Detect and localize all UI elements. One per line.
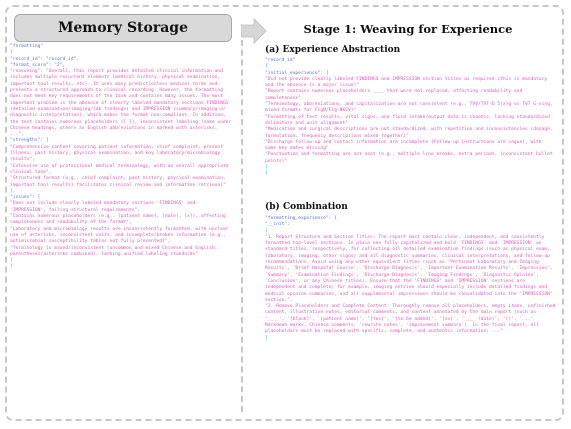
json-line: { bbox=[265, 64, 268, 70]
panel-divider bbox=[241, 30, 243, 412]
json-line: { bbox=[10, 50, 13, 56]
json-line: "Does not include clearly labeled mandatory sections 'FINDINGS' and 'IMPRESSION', failing structural requirements", bbox=[10, 201, 199, 213]
json-line: "Laboratory and microbiology results are inconsistently formatted, with unclear use of asterisks, inconsistent units, and incomplete/broken information (e.g., antimicrobial susceptibility tables not fully presented)", bbox=[10, 226, 232, 245]
memory-storage-json bbox=[10, 44, 235, 271]
json-line: "reasoning": "Overall, this report provides detailed clinical information and includes multiple recurrent elements (medical history, physical examination, important tool results, etc). It uses many predictionless medical terms and presents a structured approach to clinical recording. However, the formatting does not meet key requirements of the task and contains many issues. The most important problem is the absence of clearly labeled mandatory sections FINDINGS (detailed examination/imaging/lab findings) and IMPRESSION (summary/imaging or diagnostic interpretation), which makes the format non-compliant. In addition, the text contains numerous placeholders ([ ]), inconsistent labeling (some under Chinese headings, others as English abbreviations in marked with asterisks, ...", bbox=[10, 69, 235, 138]
json-line: "Report contains numerous placeholders ____ that were not replaced, affecting readability and completeness" bbox=[265, 89, 525, 101]
json-line: "Did not provide clearly labeled FINDINGS and IMPRESSION section titles as required (this is mandatory and the absence is a major issue)" bbox=[265, 76, 550, 89]
json-line: "Discharge follow-up and contact information are incomplete (Follow-up instructions are vague), with some key dates missing" bbox=[265, 139, 545, 152]
json-line: "record_id" bbox=[265, 58, 296, 63]
json-line: "Contains numerous placeholders (e.g., [patient name], [date], [x]), affecting completeness and readability of the format", bbox=[10, 214, 229, 226]
json-line: "Formatting of test results, vital signs, and fluid intake/output data is chaotic, lacking standardized delimiters and unit alignment" bbox=[265, 114, 553, 126]
json-line: ], bbox=[10, 188, 16, 194]
json-line: "format_score": "2", bbox=[10, 62, 66, 68]
json-line: "Punctuation and formatting are not neat (e.g., multiple line breaks, extra periods, inconsistent bullet points)" bbox=[265, 152, 556, 164]
json-line: "issues": [ bbox=[10, 195, 41, 201]
json-line: "2. Remove Placeholders and Complete Content: Thoroughly remove all placeholders, empty items, unfinished content, illustrative notes, editorial comments, and content annotated by the main report (such as '____', '[blank]', '[patient name]', '[Yes]', '[to be added]', '[xx]', '____ (date)', '()', '...' Markdown marks, Chinese comments, 'rewrite notes', 'improvement summary'). In the final report, all placeholders must be replaced with specific, complete, and authentic information; ..." bbox=[265, 304, 559, 335]
stage-title: Stage 1: Weaving for Experience bbox=[303, 22, 513, 36]
experience-abstraction-json bbox=[265, 58, 555, 178]
combination-title: (b) Combination bbox=[265, 202, 348, 212]
json-line: ] bbox=[265, 165, 268, 171]
json-line: "Terminology is mixed/inconsistent (uncommon and mixed Chinese and English, parentheses/asterisks combined), lacking unified labeling standards" bbox=[10, 245, 221, 257]
experience-abstraction-title: (a) Experience Abstraction bbox=[265, 45, 401, 55]
json-line: "Structured format (e.g., chief complaint, past history, physical examination, important tool results) facilitates clinical review and information retrieval" bbox=[10, 176, 229, 188]
memory-storage-panel bbox=[14, 14, 232, 42]
json-line: } bbox=[10, 264, 13, 270]
json-line: [ bbox=[265, 228, 268, 234]
json-line: ] bbox=[10, 258, 13, 264]
json-line: "strengths": [ bbox=[10, 138, 49, 144]
json-line: "formatting" bbox=[10, 44, 44, 49]
memory-storage-title: Memory Storage bbox=[14, 14, 232, 42]
json-line: "__init": bbox=[265, 222, 290, 228]
json-line: "Terminology, abbreviations, and capitalization are not consistent (e.g., TVV/TVT-D 5(x)g vs TVT G-sing, mixed formats for FigN/Fig NKCV)" bbox=[265, 102, 556, 114]
json-line: "Medication and surgical descriptions are not standardized, with repetition and inconsistencies (dosage, formulation, frequency descriptions mixed together)" bbox=[265, 127, 556, 139]
json-line: "Comprehensive content covering patient information, chief complaint, present illness, past history, physical examination, and key laboratory/microbiology results", bbox=[10, 144, 226, 163]
json-line: "record_id": "record_id", bbox=[10, 56, 80, 62]
json-line: } bbox=[265, 171, 268, 177]
json-line: "formatting_experience": { bbox=[265, 216, 337, 221]
combination-json bbox=[265, 216, 557, 342]
json-line: "1. Report Structure and Section Titles: The report must contain clear, independent, and consistently formatted top-level sections. In plain one fully capitalized and bold 'FINDINGS' and 'IMPRESSION' as standard titles, respectively, for collecting all detailed examination findings (such as physical exam, laboratory, imaging, other signs) and all diagnostic summaries, clinical interpretations, and follow-up recommendations. Avoid using any other equivalent titles (such as 'Pertinent Laboratory and Imaging Results', 'Brief Hospital Course', 'Discharge Diagnosis', 'Important Examination Results', 'Impression', 'Summary', 'Examination Findings', 'Discharge Diagnosis', 'Imaging Findings', 'Diagnostic Opinion', 'Conclusion', or any Chinese titles). Ensure that the 'FINDINGS' and 'IMPRESSION' sections are independent and complete; for example, imaging entries should especially include detailed findings and medical opinion summaries, and all supplemental impressions should be consolidated into the 'IMPRESSION' section.", bbox=[265, 234, 556, 303]
json-line: ] bbox=[265, 335, 268, 341]
json-line: "Extensive use of professional medical terminology, with an overall appropriate clinical tone", bbox=[10, 163, 232, 175]
json-line: "initial_experience": [ bbox=[265, 70, 329, 76]
